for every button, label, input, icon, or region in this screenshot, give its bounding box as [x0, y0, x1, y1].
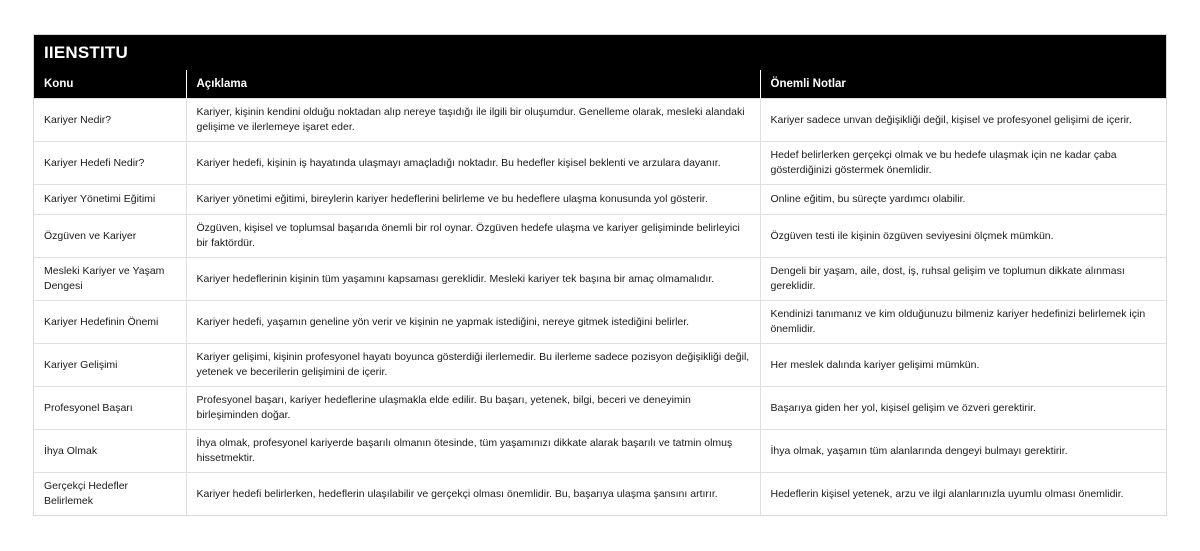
column-header-description: Açıklama	[186, 70, 760, 99]
cell-description: Kariyer hedeflerinin kişinin tüm yaşamını kapsaması gereklidir. Mesleki kariyer tek başına bir amaç olmamalıdır.	[186, 258, 760, 301]
column-header-notes: Önemli Notlar	[760, 70, 1166, 99]
cell-description: Kariyer hedefi belirlerken, hedeflerin ulaşılabilir ve gerçekçi olması önemlidir. Bu, başarıya ulaşma şansını artırır.	[186, 473, 760, 516]
cell-notes: Dengeli bir yaşam, aile, dost, iş, ruhsal gelişim ve toplumun dikkate alınması gereklidir.	[760, 258, 1166, 301]
cell-notes: İhya olmak, yaşamın tüm alanlarında dengeyi bulmayı gerektirir.	[760, 430, 1166, 473]
cell-description: Kariyer hedefi, kişinin iş hayatında ulaşmayı amaçladığı noktadır. Bu hedefler kişisel beklenti ve arzulara dayanır.	[186, 142, 760, 185]
table-row	[34, 344, 1166, 387]
table-row	[34, 142, 1166, 185]
cell-topic: Gerçekçi Hedefler Belirlemek	[34, 473, 186, 516]
cell-description: Kariyer gelişimi, kişinin profesyonel hayatı boyunca gösterdiği ilerlemedir. Bu ilerleme sadece pozisyon değişikliği değil, yetenek ve becerilerin gelişimini de içerir.	[186, 344, 760, 387]
cell-topic: Mesleki Kariyer ve Yaşam Dengesi	[34, 258, 186, 301]
cell-notes: Her meslek dalında kariyer gelişimi mümkün.	[760, 344, 1166, 387]
cell-notes: Online eğitim, bu süreçte yardımcı olabilir.	[760, 185, 1166, 215]
cell-notes: Hedeflerin kişisel yetenek, arzu ve ilgi alanlarınızla uyumlu olması önemlidir.	[760, 473, 1166, 516]
cell-topic: İhya Olmak	[34, 430, 186, 473]
table-header-row	[34, 70, 1166, 99]
cell-topic: Kariyer Yönetimi Eğitimi	[34, 185, 186, 215]
brand-title: IIENSTITU	[34, 35, 1166, 70]
column-header-topic: Konu	[34, 70, 186, 99]
cell-description: Kariyer, kişinin kendini olduğu noktadan alıp nereye taşıdığı ile ilgili bir oluşumdur. Genelleme olarak, mesleki alandaki gelişime ve ilerlemeye işaret eder.	[186, 99, 760, 142]
cell-topic: Kariyer Hedefi Nedir?	[34, 142, 186, 185]
cell-description: Profesyonel başarı, kariyer hedeflerine ulaşmakla elde edilir. Bu başarı, yetenek, bilgi, beceri ve deneyimin birleşiminden doğar.	[186, 387, 760, 430]
table-row	[34, 387, 1166, 430]
cell-notes: Özgüven testi ile kişinin özgüven seviyesini ölçmek mümkün.	[760, 215, 1166, 258]
info-table	[34, 70, 1166, 515]
cell-notes: Kendinizi tanımanız ve kim olduğunuzu bilmeniz kariyer hedefinizi belirlemek için önemlidir.	[760, 301, 1166, 344]
cell-notes: Başarıya giden her yol, kişisel gelişim ve özveri gerektirir.	[760, 387, 1166, 430]
table-row	[34, 99, 1166, 142]
table-row	[34, 473, 1166, 516]
cell-topic: Profesyonel Başarı	[34, 387, 186, 430]
cell-description: Özgüven, kişisel ve toplumsal başarıda önemli bir rol oynar. Özgüven hedefe ulaşma ve kariyer gelişiminde belirleyici bir faktördür.	[186, 215, 760, 258]
cell-description: İhya olmak, profesyonel kariyerde başarılı olmanın ötesinde, tüm yaşamınızı dikkate alarak başarılı ve tatmin olmuş hissetmektir.	[186, 430, 760, 473]
cell-topic: Kariyer Gelişimi	[34, 344, 186, 387]
cell-notes: Kariyer sadece unvan değişikliği değil, kişisel ve profesyonel gelişimi de içerir.	[760, 99, 1166, 142]
table-row	[34, 258, 1166, 301]
cell-description: Kariyer hedefi, yaşamın geneline yön verir ve kişinin ne yapmak istediğini, nereye gitmek istediğini belirler.	[186, 301, 760, 344]
table-row	[34, 301, 1166, 344]
cell-topic: Özgüven ve Kariyer	[34, 215, 186, 258]
cell-topic: Kariyer Hedefinin Önemi	[34, 301, 186, 344]
table-row	[34, 430, 1166, 473]
table-row	[34, 215, 1166, 258]
cell-notes: Hedef belirlerken gerçekçi olmak ve bu hedefe ulaşmak için ne kadar çaba gösterdiğinizi göstermek önemlidir.	[760, 142, 1166, 185]
table-row	[34, 185, 1166, 215]
cell-topic: Kariyer Nedir?	[34, 99, 186, 142]
content-table-card	[33, 34, 1167, 516]
cell-description: Kariyer yönetimi eğitimi, bireylerin kariyer hedeflerini belirleme ve bu hedeflere ulaşma konusunda yol gösterir.	[186, 185, 760, 215]
